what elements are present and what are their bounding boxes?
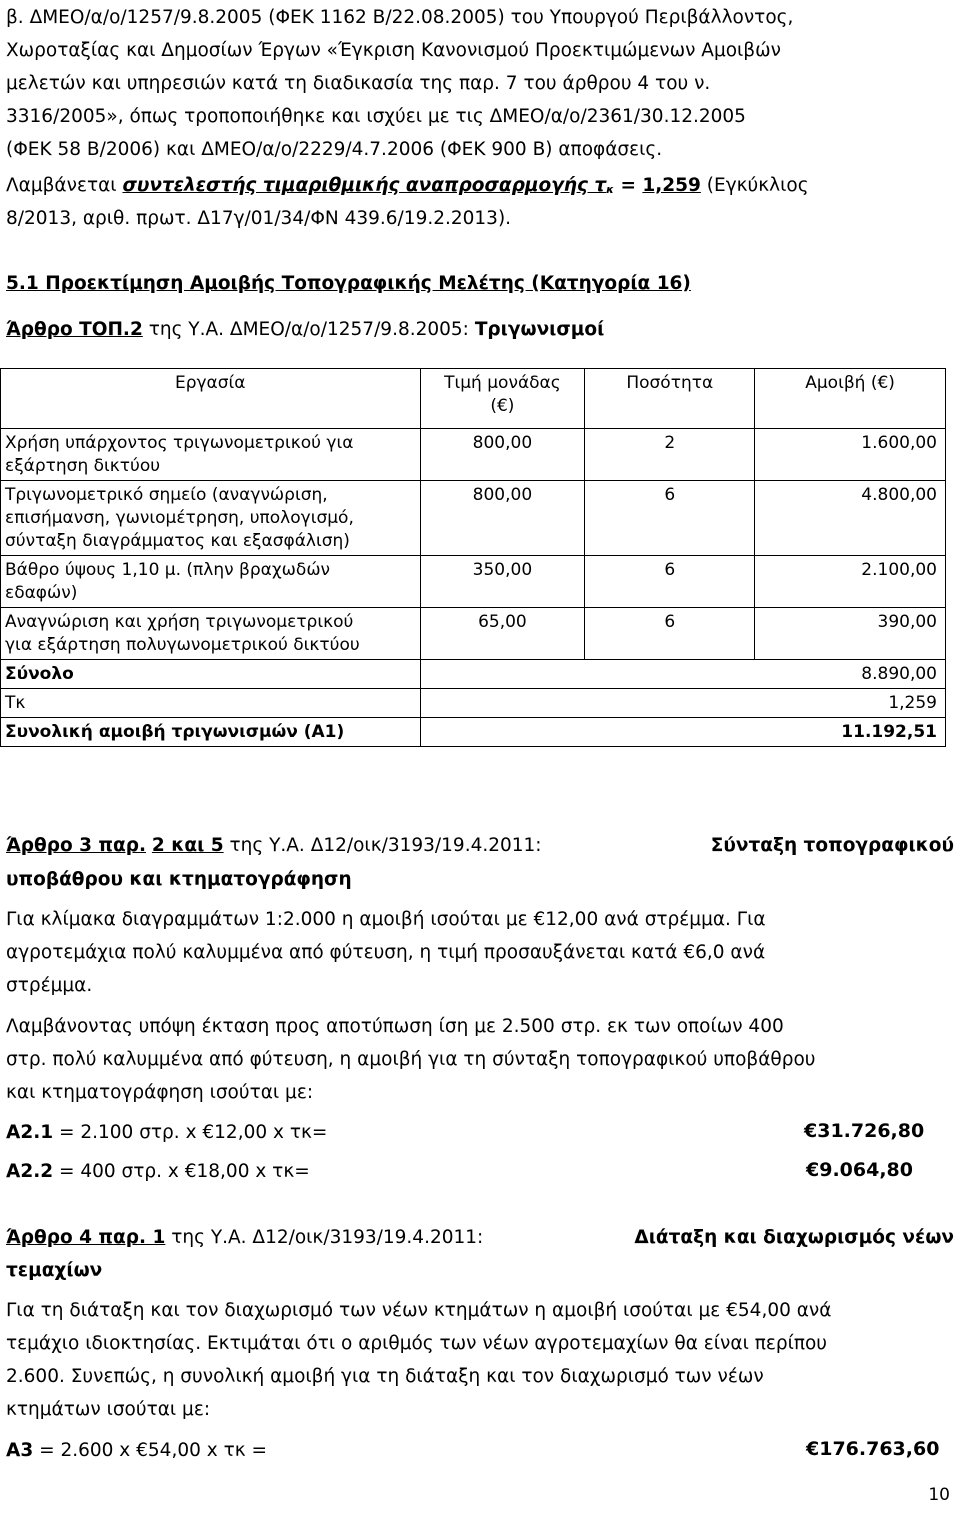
header-work: Εργασία [1, 369, 421, 429]
row-fee: 390,00 [755, 608, 946, 660]
row-price: 350,00 [420, 556, 585, 608]
coefficient-line: Λαμβάνεται συντελεστής τιμαριθμικής αναπροσαρμογής τκ = 1,259 (Εγκύκλιος [6, 175, 809, 196]
calc-a21: Α2.1 = 2.100 στρ. x €12,00 x τκ= [6, 1122, 328, 1143]
art3-para2-line3: και κτηματογράφηση ισούται με: [6, 1082, 314, 1103]
calc-a22: Α2.2 = 400 στρ. x €18,00 x τκ= [6, 1161, 310, 1182]
table-row [1, 608, 946, 660]
intro-line-4: 3316/2005», όπως τροποποιήθηκε και ισχύει με τις ΔΜΕΟ/α/ο/2361/30.12.2005 [6, 106, 746, 127]
calc-a3-value: €176.763,60 [806, 1438, 940, 1460]
article-4-heading-cont: τεμαχίων [6, 1260, 103, 1281]
row-qty: 2 [585, 429, 755, 481]
art4-para-line1: Για τη διάταξη και τον διαχωρισμό των νέων κτημάτων η αμοιβή ισούται με €54,00 ανά [6, 1300, 832, 1321]
tk-row [1, 689, 946, 718]
row-work: Χρήση υπάρχοντος τριγωνομετρικού για εξάρτηση δικτύου [1, 429, 421, 481]
table-row [1, 429, 946, 481]
intro-line-2: Χωροταξίας και Δημοσίων Έργων «Έγκριση Κανονισμού Προεκτιμώμενων Αμοιβών [6, 40, 781, 61]
art3-para2-line1: Λαμβάνοντας υπόψη έκταση προς αποτύπωση ίση με 2.500 στρ. εκ των οποίων 400 [6, 1016, 784, 1037]
intro-line-5: (ΦΕΚ 58 Β/2006) και ΔΜΕΟ/α/ο/2229/4.7.2006 (ΦΕΚ 900 Β) αποφάσεις. [6, 139, 663, 160]
row-fee: 1.600,00 [755, 429, 946, 481]
article-4-heading: Άρθρο 4 παρ. 1 της Υ.Α. Δ12/οικ/3193/19.4.2011: Διάταξη και διαχωρισμός νέων [6, 1227, 954, 1248]
art3-para2-line2: στρ. πολύ καλυμμένα από φύτευση, η αμοιβή για τη σύνταξη τοπογραφικού υποβάθρου [6, 1049, 816, 1070]
row-price: 65,00 [420, 608, 585, 660]
article-3-heading-cont: υποβάθρου και κτηματογράφηση [6, 869, 352, 890]
calc-a3: Α3 = 2.600 x €54,00 x τκ = [6, 1440, 268, 1461]
art3-para1-line1: Για κλίμακα διαγραμμάτων 1:2.000 η αμοιβή ισούται με €12,00 ανά στρέμμα. Για [6, 909, 766, 930]
article-3-heading: Άρθρο 3 παρ. 2 και 5 της Υ.Α. Δ12/οικ/3193/19.4.2011: Σύνταξη τοπογραφικού [6, 835, 954, 856]
row-fee: 2.100,00 [755, 556, 946, 608]
row-price: 800,00 [420, 429, 585, 481]
art3-para1-line3: στρέμμα. [6, 975, 93, 996]
section-title: 5.1 Προεκτίμηση Αμοιβής Τοπογραφικής Μελέτης (Κατηγορία 16) [6, 273, 691, 294]
row-price: 800,00 [420, 481, 585, 556]
row-work: Αναγνώριση και χρήση τριγωνομετρικού για εξάρτηση πολυγωνομετρικού δικτύου [1, 608, 421, 660]
triangulation-fee-table [0, 368, 946, 747]
row-qty: 6 [585, 481, 755, 556]
row-qty: 6 [585, 556, 755, 608]
tk-label: Τκ [1, 689, 421, 718]
art4-para-line3: 2.600. Συνεπώς, η συνολική αμοιβή για τη διάταξη και τον διαχωρισμό των νέων [6, 1366, 764, 1387]
table-row [1, 556, 946, 608]
total-label: Σύνολο [1, 660, 421, 689]
row-work: Βάθρο ύψους 1,10 μ. (πλην βραχωδών εδαφών) [1, 556, 421, 608]
header-unit-price: Τιμή μονάδας (€) [420, 369, 585, 429]
calc-a21-value: €31.726,80 [804, 1120, 925, 1142]
article-top2-heading: Άρθρο ΤΟΠ.2 της Υ.Α. ΔΜΕΟ/α/ο/1257/9.8.2005: Τριγωνισμοί [6, 319, 605, 340]
row-fee: 4.800,00 [755, 481, 946, 556]
header-fee: Αμοιβή (€) [755, 369, 946, 429]
row-work: Τριγωνομετρικό σημείο (αναγνώριση, επισήμανση, γωνιομέτρηση, υπολογισμό, σύνταξη διαγράμματος και εξασφάλιση) [1, 481, 421, 556]
calc-a22-value: €9.064,80 [806, 1159, 913, 1181]
art4-para-line2: τεμάχιο ιδιοκτησίας. Εκτιμάται ότι ο αριθμός των νέων αγροτεμαχίων θα είναι περίπου [6, 1333, 828, 1354]
final-label: Συνολική αμοιβή τριγωνισμών (Α1) [1, 718, 421, 747]
page-number: 10 [928, 1485, 950, 1505]
total-row [1, 660, 946, 689]
table-header-row [1, 369, 946, 429]
art3-para1-line2: αγροτεμάχια πολύ καλυμμένα από φύτευση, η τιμή προσαυξάνεται κατά €6,0 ανά [6, 942, 766, 963]
art4-para-line4: κτημάτων ισούται με: [6, 1399, 211, 1420]
coefficient-ref: 8/2013, αριθ. πρωτ. Δ17γ/01/34/ΦΝ 439.6/19.2.2013). [6, 208, 512, 229]
coefficient-value: 1,259 [642, 175, 701, 196]
header-quantity: Ποσότητα [585, 369, 755, 429]
table-row [1, 481, 946, 556]
row-qty: 6 [585, 608, 755, 660]
tk-value: 1,259 [420, 689, 946, 718]
final-row [1, 718, 946, 747]
total-value: 8.890,00 [420, 660, 946, 689]
intro-line-1: β. ΔΜΕΟ/α/ο/1257/9.8.2005 (ΦΕΚ 1162 Β/22.08.2005) του Υπουργού Περιβάλλοντος, [6, 7, 794, 28]
coefficient-label: συντελεστής τιμαριθμικής αναπροσαρμογής τκ [122, 175, 614, 196]
intro-line-3: μελετών και υπηρεσιών κατά τη διαδικασία της παρ. 7 του άρθρου 4 του ν. [6, 73, 711, 94]
final-value: 11.192,51 [420, 718, 946, 747]
